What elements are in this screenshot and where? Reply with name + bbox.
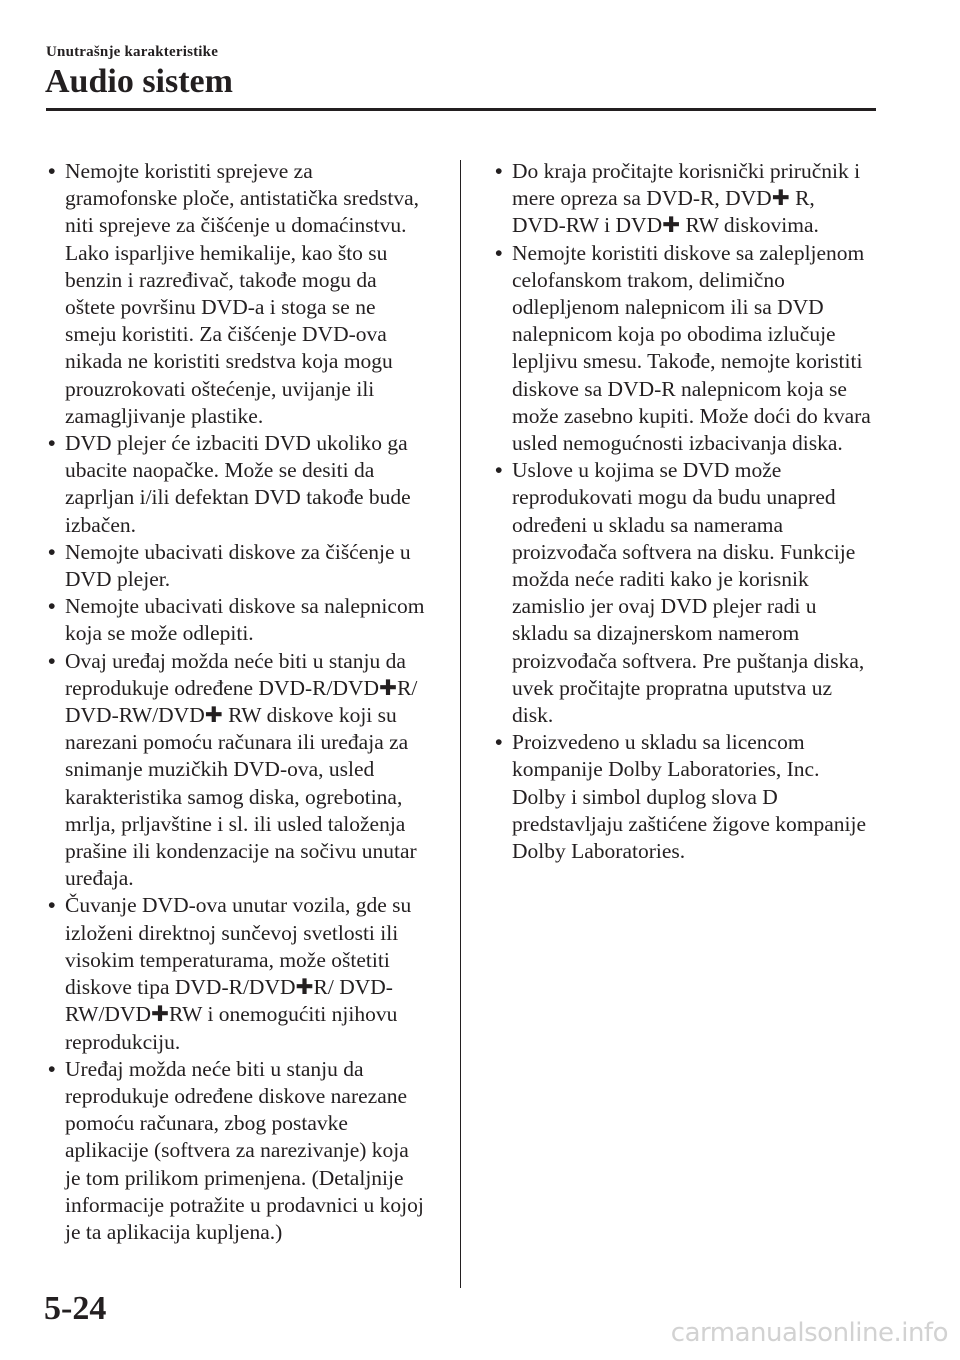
list-item-text: Ovaj uređaj možda neće biti u stanju da reprodukuje određene DVD-R/DVD✚R/ DVD-RW/DVD✚ RW diskove koji su narezani pomoću računara ili uređaja za snimanje muzičkih DVD-ova, usled karakteristika samog diska, ogrebotina, mrlja, prljavštine i sl. ili usled taloženja prašine ili kondenzacije na sočivu unutar uređaja. [65, 648, 418, 891]
list-item-text: DVD plejer će izbaciti DVD ukoliko ga ubacite naopačke. Može se desiti da zaprljan i/ili defektan DVD takođe bude izbačen. [65, 431, 411, 537]
list-item [45, 430, 425, 539]
list-item [492, 457, 872, 729]
list-item-text: Proizvedeno u skladu sa licencom kompanije Dolby Laboratories, Inc. Dolby i simbol duplog slova D predstavljaju zaštićene žigove kompanije Dolby Laboratories. [512, 730, 867, 864]
list-item-text: Nemojte ubacivati diskove za čišćenje u DVD plejer. [65, 539, 411, 592]
page-number: 5-24 [44, 1290, 107, 1327]
section-label: Unutrašnje karakteristike [46, 44, 219, 60]
list-item-text: Čuvanje DVD-ova unutar vozila, gde su izloženi direktnoj sunčevoj svetlosti ili visokim temperaturama, može oštetiti diskove tipa DVD-R/DVD✚R/ DVD-RW/DVD✚RW i onemogućiti njihovu reprodukciju. [65, 893, 412, 1054]
bullet-icon: • [495, 458, 503, 483]
list-item [45, 593, 425, 647]
list-item [492, 240, 872, 458]
list-item [492, 729, 872, 865]
list-item-text: Nemojte koristiti diskove sa zalepljenom celofanskom trakom, delimično odlepljenom nalepnicom ili sa DVD nalepnicom koja po obodima izlučuje lepljivu smesu. Takođe, nemojte koristiti diskove sa DVD-R nalepnicom koja se može zasebno kupiti. Može doći do kvara usled nemogućnosti izbacivanja diska. [512, 240, 871, 456]
list-item [492, 158, 872, 240]
bullet-icon: • [495, 240, 503, 265]
list-item-text: Nemojte ubacivati diskove sa nalepnicom koja se može odlepiti. [65, 594, 425, 646]
list-item-text: Nemojte koristiti sprejeve za gramofonske ploče, antistatička sredstva, niti sprejeve za čišćenje u domaćinstvu. Lako isparljive hemikalije, kao što su benzin i razređivač, takođe mogu da oštete površinu DVD-a i stoga se ne smeju koristiti. Za čišćenje DVD-ova nikada ne koristiti sredstva koja mogu prouzrokovati oštećenje, uvijanje ili zamagljivanje plastike. [65, 159, 420, 428]
bullet-icon: • [495, 730, 503, 755]
list-item-text: Uslove u kojima se DVD može reprodukovati mogu da budu unapred određeni u skladu sa namerama proizvođača softvera na disku. Funkcije možda neće raditi kako je korisnik zamislio jer ovaj DVD plejer radi u skladu sa dizajnerskom namerom proizvođača softvera. Pre puštanja diska, uvek pročitajte propratna uputstva uz disk. [512, 458, 865, 728]
watermark: carmanualsonline.info [670, 1318, 948, 1348]
bullet-icon: • [48, 539, 56, 564]
list-item [45, 158, 425, 430]
list-item-text: Uređaj možda neće biti u stanju da reprodukuje određene diskove narezane pomoću računara, zbog postavke aplikacije (softvera za narezivanje) koja je tom prilikom primenjena. (Detaljnije informacije potražite u prodavnici u kojoj je ta aplikacija kupljena.) [65, 1056, 424, 1244]
title-divider [46, 108, 876, 111]
bullet-icon: • [495, 159, 503, 183]
bullet-icon: • [48, 431, 56, 456]
right-column [492, 158, 872, 865]
list-item [45, 1056, 425, 1246]
bullet-icon: • [48, 893, 56, 918]
bullet-icon: • [48, 1056, 56, 1081]
list-item-text: Do kraja pročitajte korisnički priručnik i mere opreza sa DVD-R, DVD✚ R, DVD-RW i DVD✚ RW diskovima. [512, 159, 861, 238]
list-item [45, 539, 425, 593]
column-divider [460, 160, 461, 1288]
list-item [45, 892, 425, 1055]
bullet-icon: • [48, 594, 56, 619]
left-column [45, 158, 425, 1246]
bullet-icon: • [48, 159, 56, 183]
bullet-icon: • [48, 648, 56, 673]
list-item [45, 648, 425, 893]
page-title: Audio sistem [45, 63, 233, 100]
